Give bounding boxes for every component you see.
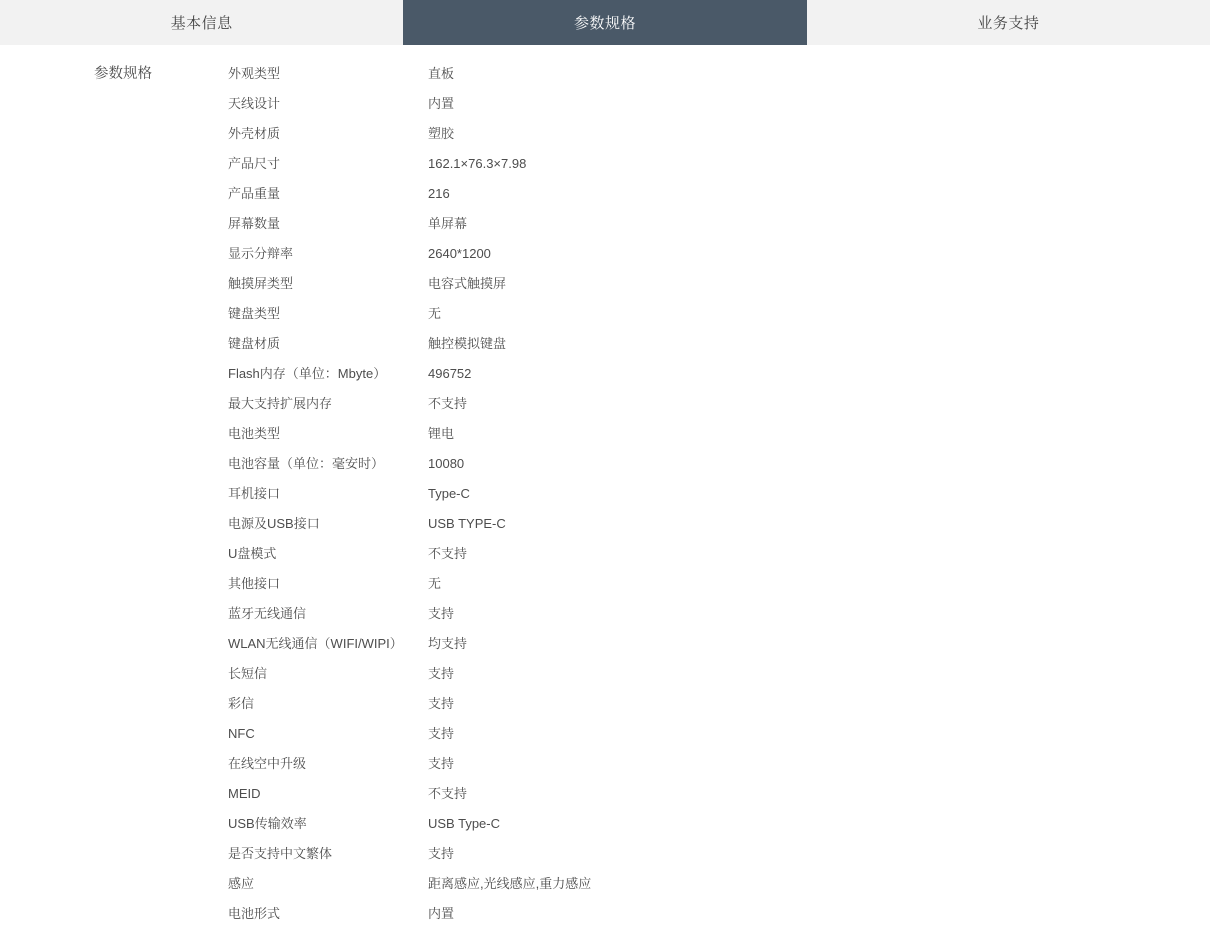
table-row [228, 329, 1210, 359]
spec-value: USB TYPE-C [428, 516, 506, 531]
spec-label: 触摸屏类型 [228, 276, 294, 291]
spec-label: MEID [228, 786, 261, 801]
tab-business-support[interactable] [807, 0, 1210, 45]
spec-value: 触控模拟键盘 [428, 336, 507, 351]
table-row [228, 599, 1210, 629]
table-row [228, 689, 1210, 719]
table-row [228, 839, 1210, 869]
table-row [228, 209, 1210, 239]
table-row [228, 59, 1210, 89]
section-title: 参数规格 [94, 66, 152, 82]
spec-label: 在线空中升级 [228, 756, 307, 771]
spec-label: WLAN无线通信（WIFI/WIPI） [228, 636, 403, 651]
spec-label: 键盘材质 [228, 336, 281, 351]
spec-label: 键盘类型 [228, 306, 281, 321]
spec-value: 单屏幕 [428, 216, 468, 231]
spec-label: 屏幕数量 [228, 216, 281, 231]
spec-value: 均支持 [428, 636, 468, 651]
spec-label: 电池形式 [228, 906, 281, 921]
table-row [228, 179, 1210, 209]
spec-value: 无 [428, 306, 442, 321]
table-row [228, 269, 1210, 299]
spec-label: 产品重量 [228, 186, 281, 201]
spec-value: USB Type-C [428, 816, 501, 831]
spec-value: 内置 [428, 906, 455, 921]
table-row [228, 89, 1210, 119]
spec-label: U盘模式 [228, 546, 277, 561]
table-row [228, 809, 1210, 839]
spec-value: 不支持 [428, 546, 468, 561]
spec-value: 支持 [428, 756, 455, 771]
table-row [228, 749, 1210, 779]
spec-value: 支持 [428, 666, 455, 681]
table-row [228, 389, 1210, 419]
spec-label: 蓝牙无线通信 [228, 606, 307, 621]
spec-value: 162.1×76.3×7.98 [428, 156, 527, 171]
tab-bar [0, 0, 1210, 45]
spec-label: 电源及USB接口 [228, 516, 320, 531]
tab-label: 参数规格 [573, 15, 636, 32]
spec-label: 显示分辩率 [228, 246, 294, 261]
spec-label: 是否支持中文繁体 [228, 846, 333, 861]
section-title-column [0, 59, 152, 929]
spec-value: 10080 [428, 456, 465, 471]
table-row [228, 539, 1210, 569]
spec-value: Type-C [428, 486, 470, 501]
spec-table [152, 59, 1210, 929]
tab-parameter-spec[interactable] [403, 0, 806, 45]
table-row [228, 659, 1210, 689]
spec-label: 产品尺寸 [228, 156, 281, 171]
spec-value: 支持 [428, 606, 455, 621]
spec-label: 电池类型 [228, 426, 281, 441]
table-row [228, 779, 1210, 809]
spec-value: 无 [428, 576, 442, 591]
spec-label: NFC [228, 726, 255, 741]
table-row [228, 569, 1210, 599]
table-row [228, 239, 1210, 269]
spec-label: 天线设计 [228, 96, 281, 111]
spec-value: 电容式触摸屏 [428, 276, 507, 291]
spec-value: 距离感应,光线感应,重力感应 [428, 876, 592, 891]
table-row [228, 509, 1210, 539]
spec-label: 彩信 [228, 696, 255, 711]
table-row [228, 119, 1210, 149]
tab-label: 业务支持 [977, 15, 1040, 32]
spec-label: 耳机接口 [228, 486, 281, 501]
table-row [228, 719, 1210, 749]
spec-label: 最大支持扩展内存 [228, 396, 333, 411]
spec-value: 塑胶 [428, 126, 455, 141]
tab-basic-info[interactable] [0, 0, 403, 45]
spec-label: 外壳材质 [228, 126, 281, 141]
spec-value: 内置 [428, 96, 455, 111]
table-row [228, 419, 1210, 449]
spec-label: 长短信 [228, 666, 268, 681]
tab-label: 基本信息 [170, 15, 233, 32]
spec-value: 支持 [428, 726, 455, 741]
spec-content [0, 45, 1210, 929]
table-row [228, 869, 1210, 899]
table-row [228, 449, 1210, 479]
table-row [228, 299, 1210, 329]
spec-label: USB传输效率 [228, 816, 307, 831]
spec-value: 直板 [428, 66, 455, 81]
spec-label: 感应 [228, 876, 255, 891]
table-row [228, 149, 1210, 179]
spec-label: 外观类型 [228, 66, 281, 81]
table-row [228, 629, 1210, 659]
spec-value: 216 [428, 186, 450, 201]
spec-value: 不支持 [428, 396, 468, 411]
spec-label: Flash内存（单位：Mbyte） [228, 366, 387, 381]
spec-label: 电池容量（单位：毫安时） [228, 456, 385, 471]
spec-value: 不支持 [428, 786, 468, 801]
table-row [228, 479, 1210, 509]
spec-label: 其他接口 [228, 576, 281, 591]
table-row [228, 359, 1210, 389]
table-row [228, 899, 1210, 929]
spec-value: 锂电 [428, 426, 455, 441]
spec-value: 支持 [428, 846, 455, 861]
spec-value: 支持 [428, 696, 455, 711]
spec-value: 2640*1200 [428, 246, 491, 261]
spec-value: 496752 [428, 366, 472, 381]
